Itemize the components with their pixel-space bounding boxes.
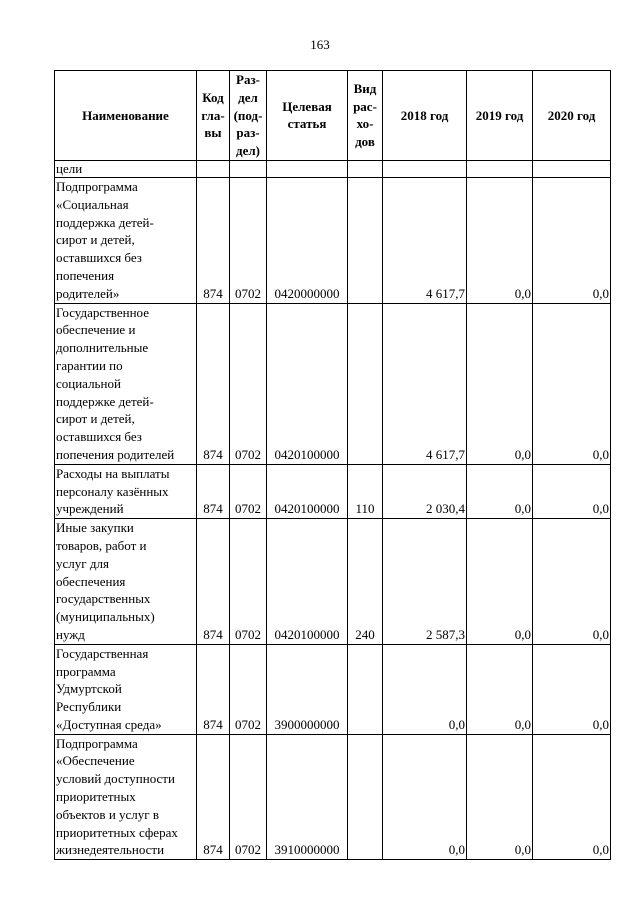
row-value-2019: 0,0 [467, 303, 533, 464]
page-number: 163 [310, 37, 330, 52]
header-name: Наименование [55, 71, 197, 161]
header-2018: 2018 год [383, 71, 467, 161]
row-name: Иные закупки товаров, работ и услуг для обеспечения государственных (муниципальных) нужд [55, 519, 197, 645]
row-value-2019: 0,0 [467, 177, 533, 303]
header-code: Код гла- вы [197, 71, 230, 161]
row-value-2019: 0,0 [467, 644, 533, 734]
row-value-2020: 0,0 [533, 177, 611, 303]
row-value-2018: 0,0 [383, 734, 467, 860]
row-code: 874 [197, 177, 230, 303]
row-section: 0702 [230, 464, 267, 518]
row-section: 0702 [230, 519, 267, 645]
row-value-2018: 0,0 [383, 644, 467, 734]
row-section: 0702 [230, 644, 267, 734]
row-value-2018: 2 587,3 [383, 519, 467, 645]
row-name: Государственная программа Удмуртской Республики «Доступная среда» [55, 644, 197, 734]
row-value-2018: 4 617,7 [383, 303, 467, 464]
header-2020: 2020 год [533, 71, 611, 161]
continuation-row [55, 160, 611, 177]
row-value-2018: 4 617,7 [383, 177, 467, 303]
table-row [55, 519, 611, 645]
row-value-2020: 0,0 [533, 464, 611, 518]
row-target: 3910000000 [267, 734, 348, 860]
row-target: 0420100000 [267, 303, 348, 464]
header-type: Вид рас- хо- дов [348, 71, 383, 161]
row-expense-type: 240 [348, 519, 383, 645]
row-name: Подпрограмма «Обеспечение условий доступности приоритетных объектов и услуг в приоритетных сферах жизнедеятельности [55, 734, 197, 860]
row-section: 0702 [230, 303, 267, 464]
row-value-2019: 0,0 [467, 519, 533, 645]
header-2019: 2019 год [467, 71, 533, 161]
table-row [55, 177, 611, 303]
continuation-text: цели [55, 160, 197, 177]
table-row [55, 464, 611, 518]
row-name: Подпрограмма «Социальная поддержка детей- сирот и детей, оставшихся без попечения родителей» [55, 177, 197, 303]
table-header-row [55, 71, 611, 161]
row-section: 0702 [230, 177, 267, 303]
row-target: 0420100000 [267, 519, 348, 645]
row-code: 874 [197, 303, 230, 464]
table-row [55, 303, 611, 464]
row-target: 3900000000 [267, 644, 348, 734]
row-expense-type [348, 644, 383, 734]
row-value-2020: 0,0 [533, 644, 611, 734]
row-target: 0420100000 [267, 464, 348, 518]
row-section: 0702 [230, 734, 267, 860]
header-target: Целевая статья [267, 71, 348, 161]
row-name: Государственное обеспечение и дополнительные гарантии по социальной поддержке детей- сирот и детей, оставшихся без попечения родителей [55, 303, 197, 464]
row-code: 874 [197, 734, 230, 860]
row-expense-type: 110 [348, 464, 383, 518]
table-row [55, 644, 611, 734]
row-code: 874 [197, 644, 230, 734]
budget-table [54, 70, 611, 860]
row-value-2020: 0,0 [533, 519, 611, 645]
header-section: Раз- дел (под- раз- дел) [230, 71, 267, 161]
row-code: 874 [197, 464, 230, 518]
row-value-2018: 2 030,4 [383, 464, 467, 518]
row-expense-type [348, 303, 383, 464]
row-value-2020: 0,0 [533, 734, 611, 860]
row-value-2020: 0,0 [533, 303, 611, 464]
row-value-2019: 0,0 [467, 464, 533, 518]
row-expense-type [348, 177, 383, 303]
row-value-2019: 0,0 [467, 734, 533, 860]
row-target: 0420000000 [267, 177, 348, 303]
row-code: 874 [197, 519, 230, 645]
row-name: Расходы на выплаты персоналу казённых учреждений [55, 464, 197, 518]
row-expense-type [348, 734, 383, 860]
table-row [55, 734, 611, 860]
